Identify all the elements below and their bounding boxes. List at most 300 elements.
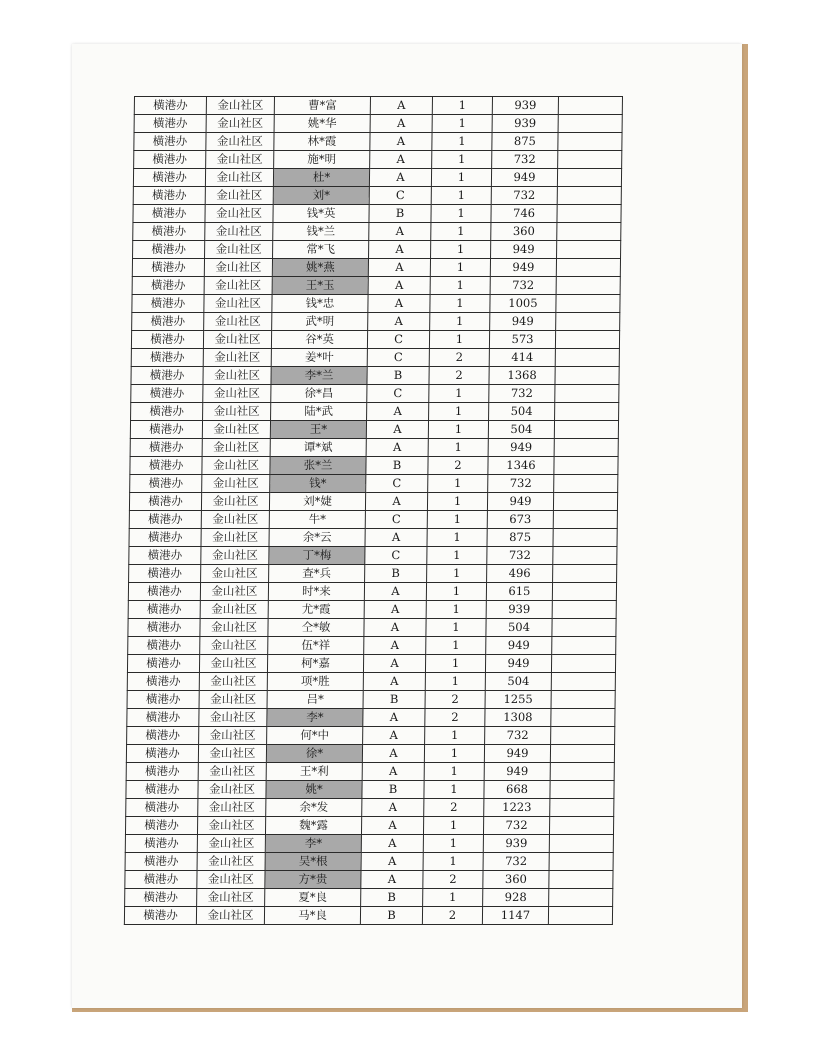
table-row [133, 241, 621, 259]
community-cell: 金山社区 [201, 547, 269, 565]
name-cell: 钱*兰 [273, 223, 369, 241]
level-cell: C [365, 511, 427, 529]
note-cell [553, 565, 617, 583]
note-cell [556, 259, 620, 277]
note-cell [555, 331, 619, 349]
table-row [131, 403, 619, 421]
amount-cell: 1346 [488, 457, 554, 475]
table-row [129, 565, 617, 583]
note-cell [557, 223, 621, 241]
note-cell [548, 907, 612, 925]
name-cell: 陆*武 [271, 403, 367, 421]
table-row [133, 205, 621, 223]
level-cell: A [362, 763, 424, 781]
community-cell: 金山社区 [197, 889, 265, 907]
office-cell: 横港办 [129, 493, 201, 511]
name-cell: 姚*华 [274, 115, 370, 133]
amount-cell: 1223 [484, 799, 550, 817]
amount-cell: 939 [492, 115, 558, 133]
level-cell: A [370, 151, 432, 169]
community-cell: 金山社区 [204, 277, 272, 295]
amount-cell: 668 [484, 781, 550, 799]
level-cell: A [368, 295, 430, 313]
level-cell: A [364, 619, 426, 637]
level-cell: A [370, 133, 432, 151]
document-table-wrapper [124, 96, 623, 925]
name-cell: 姚* [266, 781, 362, 799]
amount-cell: 732 [483, 817, 549, 835]
note-cell [555, 367, 619, 385]
level-cell: A [363, 673, 425, 691]
community-cell: 金山社区 [200, 601, 268, 619]
name-cell: 王*利 [266, 763, 362, 781]
count-cell: 1 [425, 655, 485, 673]
note-cell [552, 583, 616, 601]
level-cell: A [368, 277, 430, 295]
community-cell: 金山社区 [200, 637, 268, 655]
community-cell: 金山社区 [204, 313, 272, 331]
level-cell: B [360, 907, 422, 925]
amount-cell: 504 [488, 421, 554, 439]
table-row [128, 583, 616, 601]
office-cell: 横港办 [129, 511, 201, 529]
community-cell: 金山社区 [205, 223, 273, 241]
table-row [134, 133, 622, 151]
count-cell: 1 [431, 205, 491, 223]
name-cell: 谭*斌 [270, 439, 366, 457]
name-cell: 姚*燕 [272, 259, 368, 277]
count-cell: 1 [427, 511, 487, 529]
office-cell: 横港办 [127, 691, 199, 709]
amount-cell: 732 [491, 187, 557, 205]
level-cell: A [364, 583, 426, 601]
community-cell: 金山社区 [199, 709, 267, 727]
office-cell: 横港办 [130, 439, 202, 457]
note-cell [556, 277, 620, 295]
level-cell: C [367, 331, 429, 349]
community-cell: 金山社区 [201, 565, 269, 583]
name-cell: 伍*祥 [268, 637, 364, 655]
office-cell: 横港办 [128, 619, 200, 637]
office-cell: 横港办 [133, 205, 205, 223]
amount-cell: 1255 [485, 691, 551, 709]
amount-cell: 732 [488, 475, 554, 493]
amount-cell: 949 [487, 493, 553, 511]
community-cell: 金山社区 [201, 529, 269, 547]
community-cell: 金山社区 [204, 259, 272, 277]
table-row [134, 151, 622, 169]
community-cell: 金山社区 [203, 331, 271, 349]
community-cell: 金山社区 [198, 799, 266, 817]
name-cell: 林*霞 [274, 133, 370, 151]
amount-cell: 1368 [489, 367, 555, 385]
level-cell: B [366, 457, 428, 475]
office-cell: 横港办 [126, 763, 198, 781]
note-cell [558, 151, 622, 169]
table-row [125, 853, 613, 871]
office-cell: 横港办 [126, 745, 198, 763]
office-cell: 横港办 [133, 223, 205, 241]
amount-cell: 949 [490, 313, 556, 331]
count-cell: 1 [424, 745, 484, 763]
name-cell: 尤*霞 [268, 601, 364, 619]
count-cell: 1 [423, 853, 483, 871]
amount-cell: 1147 [482, 907, 548, 925]
community-cell: 金山社区 [205, 241, 273, 259]
count-cell: 1 [430, 259, 490, 277]
amount-cell: 732 [492, 151, 558, 169]
community-cell: 金山社区 [202, 421, 270, 439]
table-row [127, 709, 615, 727]
note-cell [553, 529, 617, 547]
community-cell: 金山社区 [203, 349, 271, 367]
office-cell: 横港办 [125, 871, 197, 889]
office-cell: 横港办 [131, 385, 203, 403]
table-row [127, 691, 615, 709]
name-cell: 柯*嘉 [267, 655, 363, 673]
note-cell [550, 781, 614, 799]
count-cell: 2 [424, 799, 484, 817]
community-cell: 金山社区 [206, 133, 274, 151]
name-cell: 余*云 [269, 529, 365, 547]
amount-cell: 746 [491, 205, 557, 223]
name-cell: 吴*根 [265, 853, 361, 871]
level-cell: A [366, 421, 428, 439]
note-cell [557, 205, 621, 223]
count-cell: 1 [430, 277, 490, 295]
community-cell: 金山社区 [197, 817, 265, 835]
community-cell: 金山社区 [202, 439, 270, 457]
table-row [134, 115, 622, 133]
note-cell [553, 511, 617, 529]
table-row [130, 475, 618, 493]
table-row [125, 871, 613, 889]
community-cell: 金山社区 [197, 871, 265, 889]
level-cell: A [364, 637, 426, 655]
level-cell: A [368, 313, 430, 331]
amount-cell: 673 [487, 511, 553, 529]
name-cell: 钱* [270, 475, 366, 493]
level-cell: A [361, 835, 423, 853]
note-cell [549, 835, 613, 853]
count-cell: 1 [432, 97, 492, 115]
table-row [131, 349, 619, 367]
community-cell: 金山社区 [199, 655, 267, 673]
count-cell: 1 [427, 565, 487, 583]
table-row [131, 367, 619, 385]
table-row [129, 547, 617, 565]
office-cell: 横港办 [134, 115, 206, 133]
table-row [126, 745, 614, 763]
count-cell: 1 [432, 133, 492, 151]
amount-cell: 939 [483, 835, 549, 853]
community-cell: 金山社区 [206, 115, 274, 133]
note-cell [551, 673, 615, 691]
table-row [131, 385, 619, 403]
level-cell: A [368, 259, 430, 277]
amount-cell: 875 [487, 529, 553, 547]
community-cell: 金山社区 [201, 493, 269, 511]
count-cell: 1 [431, 241, 491, 259]
table-row [129, 493, 617, 511]
count-cell: 1 [431, 169, 491, 187]
note-cell [549, 889, 613, 907]
office-cell: 横港办 [133, 241, 205, 259]
count-cell: 1 [427, 493, 487, 511]
level-cell: B [367, 367, 429, 385]
office-cell: 横港办 [130, 475, 202, 493]
name-cell: 余*发 [266, 799, 362, 817]
amount-cell: 939 [492, 97, 558, 115]
table-row [127, 673, 615, 691]
count-cell: 1 [423, 817, 483, 835]
office-cell: 横港办 [125, 853, 197, 871]
table-row [127, 655, 615, 673]
note-cell [553, 493, 617, 511]
name-cell: 仝*敏 [268, 619, 364, 637]
note-cell [550, 799, 614, 817]
level-cell: C [367, 349, 429, 367]
amount-cell: 360 [491, 223, 557, 241]
name-cell: 徐*昌 [271, 385, 367, 403]
level-cell: A [365, 493, 427, 511]
table-row [130, 457, 618, 475]
name-cell: 方*贵 [265, 871, 361, 889]
amount-cell: 949 [484, 745, 550, 763]
community-cell: 金山社区 [196, 907, 264, 925]
name-cell: 张*兰 [270, 457, 366, 475]
community-cell: 金山社区 [205, 187, 273, 205]
count-cell: 2 [429, 349, 489, 367]
office-cell: 横港办 [134, 133, 206, 151]
level-cell: A [361, 871, 423, 889]
amount-cell: 939 [486, 601, 552, 619]
level-cell: A [369, 241, 431, 259]
name-cell: 王*玉 [272, 277, 368, 295]
community-cell: 金山社区 [200, 583, 268, 601]
level-cell: B [365, 565, 427, 583]
office-cell: 横港办 [131, 367, 203, 385]
count-cell: 1 [426, 583, 486, 601]
note-cell [549, 871, 613, 889]
table-row [132, 295, 620, 313]
office-cell: 横港办 [131, 403, 203, 421]
table-row [129, 529, 617, 547]
note-cell [558, 133, 622, 151]
amount-cell: 615 [486, 583, 552, 601]
note-cell [552, 601, 616, 619]
table-row [126, 799, 614, 817]
count-cell: 2 [425, 709, 485, 727]
count-cell: 2 [422, 907, 482, 925]
note-cell [551, 709, 615, 727]
amount-cell: 949 [486, 637, 552, 655]
office-cell: 横港办 [125, 835, 197, 853]
office-cell: 横港办 [130, 457, 202, 475]
name-cell: 项*胜 [267, 673, 363, 691]
count-cell: 2 [425, 691, 485, 709]
note-cell [557, 187, 621, 205]
amount-cell: 949 [485, 655, 551, 673]
community-cell: 金山社区 [197, 853, 265, 871]
note-cell [550, 745, 614, 763]
name-cell: 吕* [267, 691, 363, 709]
office-cell: 横港办 [128, 637, 200, 655]
community-cell: 金山社区 [205, 205, 273, 223]
office-cell: 横港办 [124, 907, 196, 925]
amount-cell: 732 [487, 547, 553, 565]
count-cell: 1 [423, 889, 483, 907]
level-cell: A [366, 439, 428, 457]
name-cell: 马*良 [264, 907, 360, 925]
count-cell: 1 [428, 421, 488, 439]
table-row [126, 763, 614, 781]
count-cell: 1 [429, 331, 489, 349]
amount-cell: 949 [491, 241, 557, 259]
community-cell: 金山社区 [199, 691, 267, 709]
level-cell: C [369, 187, 431, 205]
table-row [128, 601, 616, 619]
amount-cell: 949 [490, 259, 556, 277]
office-cell: 横港办 [131, 349, 203, 367]
community-cell: 金山社区 [198, 745, 266, 763]
table-body [124, 97, 622, 925]
office-cell: 横港办 [131, 331, 203, 349]
name-cell: 何*中 [267, 727, 363, 745]
community-cell: 金山社区 [200, 619, 268, 637]
table-row [125, 817, 613, 835]
count-cell: 1 [426, 637, 486, 655]
name-cell: 杜* [273, 169, 369, 187]
table-row [132, 259, 620, 277]
count-cell: 1 [424, 781, 484, 799]
community-cell: 金山社区 [203, 367, 271, 385]
level-cell: A [365, 529, 427, 547]
table-row [130, 439, 618, 457]
level-cell: A [370, 97, 432, 115]
community-cell: 金山社区 [201, 511, 269, 529]
level-cell: B [369, 205, 431, 223]
level-cell: A [362, 745, 424, 763]
office-cell: 横港办 [126, 799, 198, 817]
level-cell: A [367, 403, 429, 421]
level-cell: A [361, 853, 423, 871]
community-cell: 金山社区 [202, 457, 270, 475]
note-cell [549, 817, 613, 835]
level-cell: A [361, 817, 423, 835]
amount-cell: 949 [488, 439, 554, 457]
note-cell [554, 421, 618, 439]
name-cell: 姜*叶 [271, 349, 367, 367]
table-row [125, 889, 613, 907]
name-cell: 钱*英 [273, 205, 369, 223]
amount-cell: 414 [489, 349, 555, 367]
amount-cell: 732 [490, 277, 556, 295]
table-row [125, 835, 613, 853]
note-cell [551, 655, 615, 673]
note-cell [550, 763, 614, 781]
count-cell: 1 [431, 187, 491, 205]
office-cell: 横港办 [132, 295, 204, 313]
count-cell: 1 [429, 403, 489, 421]
office-cell: 横港办 [132, 277, 204, 295]
name-cell: 丁*梅 [269, 547, 365, 565]
name-cell: 刘* [273, 187, 369, 205]
office-cell: 横港办 [126, 781, 198, 799]
name-cell: 武*明 [272, 313, 368, 331]
community-cell: 金山社区 [205, 169, 273, 187]
count-cell: 2 [423, 871, 483, 889]
level-cell: A [369, 223, 431, 241]
resident-table [124, 96, 623, 925]
community-cell: 金山社区 [206, 151, 274, 169]
name-cell: 魏*露 [265, 817, 361, 835]
count-cell: 1 [430, 313, 490, 331]
amount-cell: 732 [489, 385, 555, 403]
community-cell: 金山社区 [203, 385, 271, 403]
note-cell [554, 475, 618, 493]
note-cell [558, 115, 622, 133]
note-cell [557, 241, 621, 259]
name-cell: 徐* [266, 745, 362, 763]
name-cell: 李* [267, 709, 363, 727]
amount-cell: 1005 [490, 295, 556, 313]
name-cell: 谷*英 [271, 331, 367, 349]
note-cell [555, 403, 619, 421]
amount-cell: 504 [486, 619, 552, 637]
table-row [132, 277, 620, 295]
level-cell: C [365, 547, 427, 565]
name-cell: 钱*忠 [272, 295, 368, 313]
community-cell: 金山社区 [202, 475, 270, 493]
note-cell [557, 169, 621, 187]
office-cell: 横港办 [128, 583, 200, 601]
office-cell: 横港办 [130, 421, 202, 439]
note-cell [552, 637, 616, 655]
name-cell: 施*明 [274, 151, 370, 169]
name-cell: 李* [265, 835, 361, 853]
office-cell: 横港办 [132, 313, 204, 331]
note-cell [552, 619, 616, 637]
note-cell [556, 313, 620, 331]
count-cell: 1 [427, 547, 487, 565]
table-row [131, 331, 619, 349]
count-cell: 1 [432, 115, 492, 133]
office-cell: 横港办 [129, 565, 201, 583]
level-cell: B [361, 889, 423, 907]
table-row [132, 313, 620, 331]
amount-cell: 928 [483, 889, 549, 907]
table-row [124, 907, 612, 925]
level-cell: A [362, 799, 424, 817]
amount-cell: 1308 [485, 709, 551, 727]
name-cell: 王* [270, 421, 366, 439]
count-cell: 1 [425, 673, 485, 691]
count-cell: 1 [429, 385, 489, 403]
count-cell: 2 [428, 457, 488, 475]
level-cell: B [363, 691, 425, 709]
amount-cell: 732 [485, 727, 551, 745]
office-cell: 横港办 [129, 547, 201, 565]
note-cell [554, 439, 618, 457]
community-cell: 金山社区 [203, 403, 271, 421]
table-row [129, 511, 617, 529]
amount-cell: 875 [492, 133, 558, 151]
count-cell: 1 [424, 763, 484, 781]
level-cell: A [363, 727, 425, 745]
level-cell: C [366, 475, 428, 493]
office-cell: 横港办 [129, 529, 201, 547]
